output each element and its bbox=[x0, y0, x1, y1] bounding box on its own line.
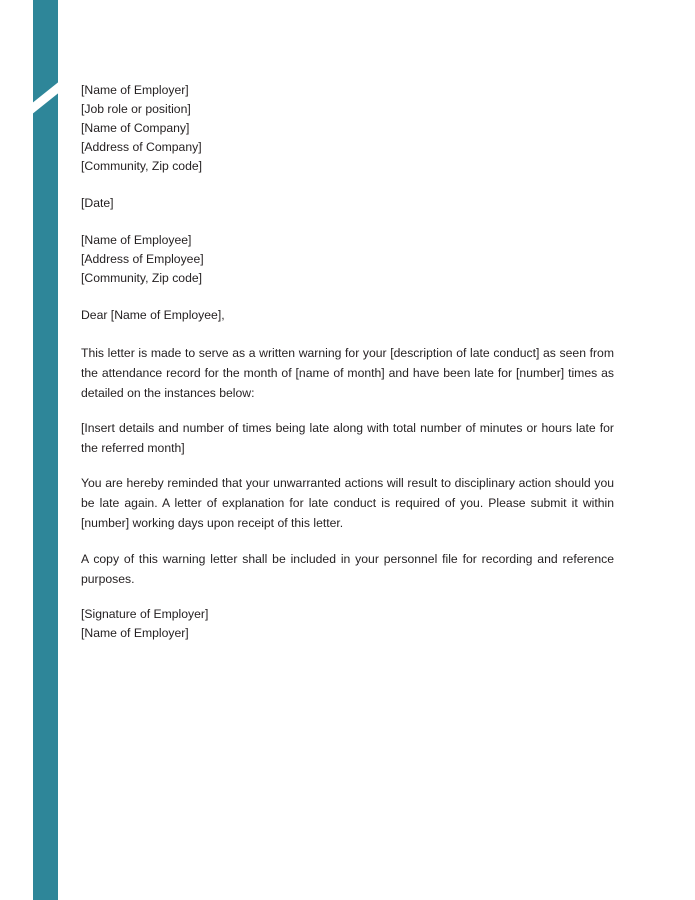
printed-name-of-employer: [Name of Employer] bbox=[81, 626, 189, 640]
accent-sidebar-stripe bbox=[33, 0, 58, 900]
body-paragraph-3: You are hereby reminded that your unwarranted actions will result to disciplinary action should you be late again. A letter of explanation for late conduct is required of you. Please submit it within [number] working days upon receipt of this letter. bbox=[81, 476, 614, 530]
recipient-address: [Address of Employee] bbox=[81, 252, 204, 266]
sender-company: [Name of Company] bbox=[81, 121, 190, 135]
letter-content bbox=[81, 0, 614, 900]
recipient-name: [Name of Employee] bbox=[81, 233, 192, 247]
body-paragraph-4: A copy of this warning letter shall be included in your personnel file for recording and reference purposes. bbox=[81, 552, 614, 586]
sender-company-address: [Address of Company] bbox=[81, 140, 202, 154]
salutation: Dear [Name of Employee], bbox=[81, 308, 225, 322]
date-line: [Date] bbox=[81, 196, 114, 210]
body-paragraph-2: [Insert details and number of times being late along with total number of minutes or hours late for the referred month] bbox=[81, 421, 614, 455]
signature-block bbox=[81, 605, 614, 643]
recipient-community-zip: [Community, Zip code] bbox=[81, 271, 203, 285]
sender-community-zip: [Community, Zip code] bbox=[81, 159, 203, 173]
sender-name: [Name of Employer] bbox=[81, 83, 189, 97]
signature-of-employer: [Signature of Employer] bbox=[81, 607, 209, 621]
body-paragraph-1: This letter is made to serve as a written warning for your [description of late conduct] as seen from the attendance record for the month of [name of month] and have been late for [number] times as detailed on the instances below: bbox=[81, 346, 614, 400]
sender-address-block bbox=[81, 81, 614, 176]
date-block bbox=[81, 194, 614, 213]
sender-job-role: [Job role or position] bbox=[81, 102, 191, 116]
recipient-address-block bbox=[81, 231, 614, 288]
